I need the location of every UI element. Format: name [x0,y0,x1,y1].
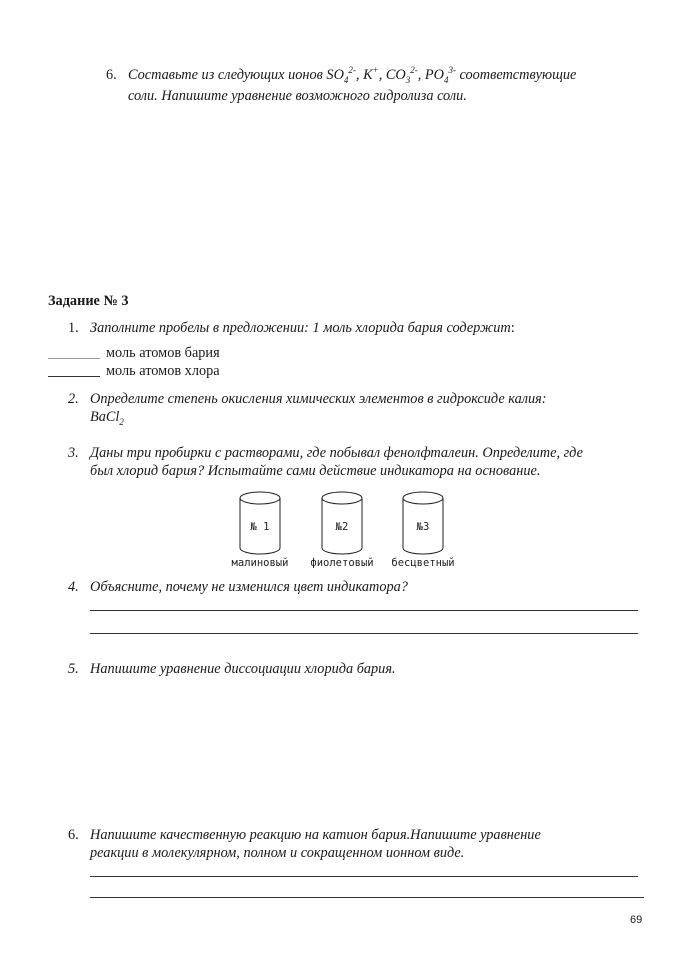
tube-2 [322,492,362,554]
q1-text: Заполните пробелы в предложении: 1 моль хлорида бария содержит [90,320,511,336]
tube-1-label: № 1 [250,521,270,533]
tube-3 [403,492,443,554]
q1-line: 1. Заполните пробелы в предложении: 1 моль хлорида бария содержит: [68,320,515,336]
q2-formula: BaCl$_2$ [90,409,124,427]
q4-answer-line-2[interactable] [90,633,638,634]
q3-line1: 3. Даны три пробирки с растворами, где побывал фенолфталеин. Определите, где [68,445,583,461]
q5-line [68,660,396,679]
q6-answer-line-2[interactable] [90,897,644,898]
tube-3-caption: бесцветный [391,557,455,569]
q2-line [68,390,547,409]
q1-blank1-text: моль атомов бария [106,345,220,361]
tube-2-label: №2 [335,521,349,533]
q6-line1: 6. Напишите качественную реакцию на катион бария.Напишите уравнение [68,827,541,843]
q4-text: Объясните, почему не изменился цвет индикатора? [90,579,408,595]
task6-top-line1: 6. Составьте из следующих ионов $SO_4^{2-}$, K+, $CO_3^{2-}$, $PO_4^{3-}$ соответствующие [106,65,577,85]
q4-answer-line-1[interactable] [90,610,638,611]
q4-line [68,578,408,597]
q3-line2: был хлорид бария? Испытайте сами действие индикатора на основание. [90,463,541,479]
q1-blank1-field[interactable] [48,345,100,359]
test-tubes-figure [210,484,480,574]
task6-top-number: 6. [106,67,117,83]
q6-line2: реакции в молекулярном, полном и сокращенном ионном виде. [90,845,465,861]
q5-number: 5. [68,661,79,677]
q1-number: 1. [68,320,79,336]
q4-number: 4. [68,579,79,595]
page-number: 69 [630,914,643,926]
section-heading: Задание № 3 [48,293,129,309]
q1-blank2-field[interactable] [48,363,100,377]
tube-1-caption: малиновый [231,557,289,569]
q5-text: Напишите уравнение диссоциации хлорида бария. [90,661,396,677]
q3-number: 3. [68,445,79,461]
tube-2-caption: фиолетовый [310,557,374,569]
q2-text: Определите степень окисления химических элементов в гидроксиде калия: [90,391,547,407]
task6-top-line2: соли. Напишите уравнение возможного гидролиза соли. [128,88,467,104]
q1-blank2-row [48,362,220,381]
q1-blank1-row [48,344,220,363]
q6-number: 6. [68,827,79,843]
tube-3-label: №3 [416,521,430,533]
q2-number: 2. [68,391,79,407]
q6-answer-line-1[interactable] [90,876,638,877]
tube-1 [240,492,280,554]
q1-blank2-text: моль атомов хлора [106,363,220,379]
